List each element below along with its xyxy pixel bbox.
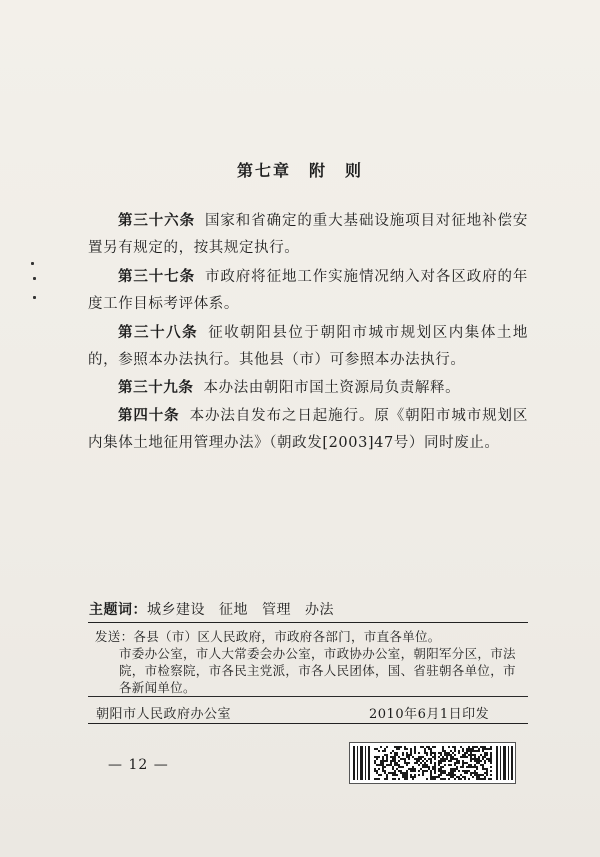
keyword: 城乡建设 — [147, 602, 205, 618]
divider — [88, 622, 528, 623]
article-36 — [88, 207, 528, 262]
divider — [88, 723, 528, 724]
article-39 — [88, 374, 528, 402]
article-number: 第四十条 — [118, 407, 180, 424]
chapter-title: 第七章 附 则 — [236, 161, 363, 180]
article-text: 征收朝阳县位于朝阳市城市规划区内集体土地的，参照本办法执行。其他县（市）可参照本办法执行。 — [88, 325, 528, 368]
margin-mark — [33, 277, 36, 280]
article-38 — [88, 319, 528, 374]
article-text: 国家和省确定的重大基础设施项目对征地补偿安置另有规定的，按其规定执行。 — [88, 213, 528, 256]
article-37 — [88, 263, 528, 318]
print-date: 2010年6月1日印发 — [369, 707, 490, 722]
distribution-list — [95, 628, 525, 696]
page-number: — 12 — — [108, 757, 169, 773]
article-number: 第三十九条 — [118, 379, 194, 396]
issuing-office: 朝阳市人民政府办公室 — [96, 707, 232, 722]
distribution-line-2: 市委办公室，市人大常委会办公室，市政协办公室，朝阳军分区，市法院，市检察院，市各民主党派，市各人民团体，国、省驻朝各单位，市各新闻单位。 — [119, 646, 516, 695]
keywords-label: 主题词： — [89, 602, 147, 618]
barcode-stamp — [349, 742, 516, 784]
margin-mark — [31, 262, 34, 265]
divider — [88, 696, 528, 697]
article-text: 本办法由朝阳市国土资源局负责解释。 — [203, 380, 461, 396]
article-text: 市政府将征地工作实施情况纳入对各区政府的年度工作目标考评体系。 — [88, 269, 528, 312]
article-text: 本办法自发布之日起施行。原《朝阳市城市规划区内集体土地征用管理办法》（朝政发[2003]47号）同时废止。 — [88, 408, 528, 451]
subject-keywords — [89, 599, 529, 619]
distribution-line-1: 发送：各县（市）区人民政府，市政府各部门，市直各单位。 — [95, 629, 441, 644]
article-number: 第三十七条 — [118, 268, 195, 285]
keyword: 办法 — [305, 602, 334, 618]
article-number: 第三十八条 — [118, 324, 199, 341]
margin-mark — [33, 296, 36, 299]
article-40 — [88, 402, 528, 457]
keyword: 管理 — [262, 602, 291, 618]
keyword: 征地 — [219, 602, 248, 618]
barcode-icon — [350, 743, 515, 783]
article-number: 第三十六条 — [118, 212, 195, 229]
